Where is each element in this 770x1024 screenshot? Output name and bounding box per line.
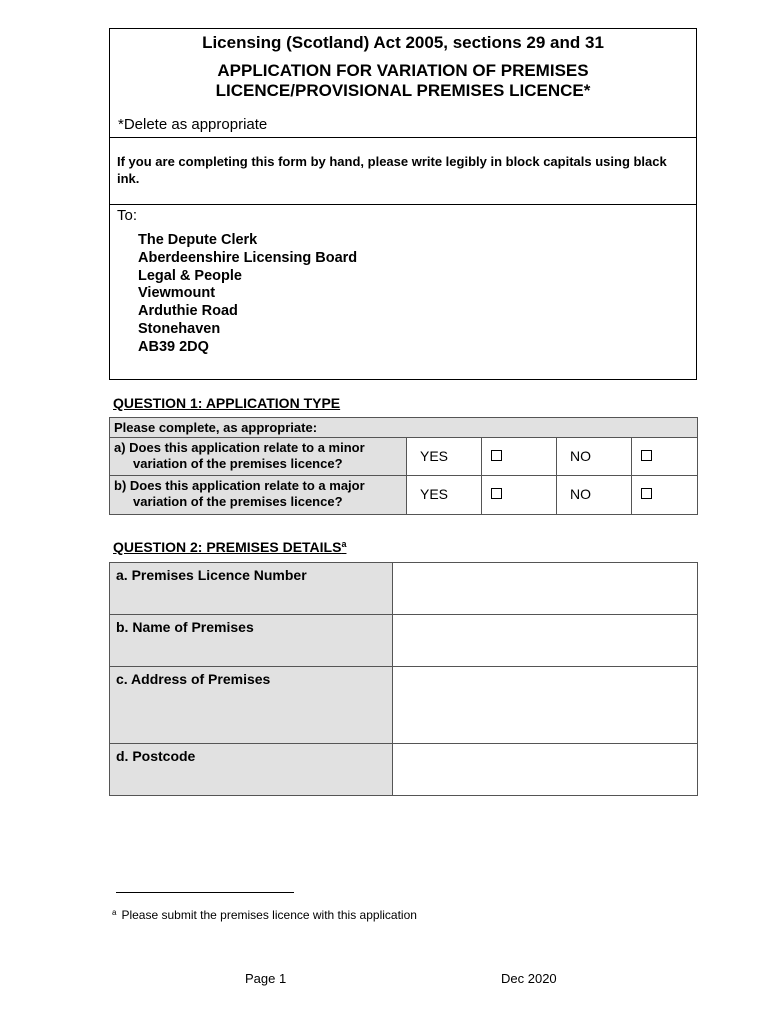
footnote-text: Please submit the premises licence with this application [121, 908, 417, 922]
name-of-premises-label: b. Name of Premises [110, 615, 393, 667]
no-label: NO [557, 476, 632, 515]
recipient-address [138, 232, 357, 357]
address-line: Stonehaven [138, 320, 221, 337]
divider [110, 204, 696, 205]
document-date: Dec 2020 [501, 971, 557, 986]
major-variation-yes-checkbox[interactable] [482, 476, 557, 515]
address-of-premises-field[interactable] [393, 667, 698, 744]
minor-variation-question [110, 438, 407, 476]
postcode-label: d. Postcode [110, 744, 393, 796]
address-of-premises-label: c. Address of Premises [110, 667, 393, 744]
application-type-table [109, 417, 698, 515]
footnote-marker: a [112, 908, 117, 917]
address-line: Legal & People [138, 267, 242, 284]
question-2-heading [113, 539, 346, 555]
no-label: NO [557, 438, 632, 476]
question-text: variation of the premises licence? [133, 494, 343, 509]
question-1-heading: QUESTION 1: APPLICATION TYPE [113, 395, 341, 411]
yes-label: YES [407, 476, 482, 515]
to-label: To: [117, 207, 138, 224]
address-line: AB39 2DQ [138, 338, 209, 355]
question-1-instruction: Please complete, as appropriate: [110, 418, 698, 438]
premises-licence-number-field[interactable] [393, 563, 698, 615]
address-line: The Depute Clerk [138, 232, 258, 248]
address-line: Arduthie Road [138, 303, 238, 320]
subtitle-line-2: LICENCE/PROVISIONAL PREMISES LICENCE* [215, 81, 591, 100]
name-of-premises-field[interactable] [393, 615, 698, 667]
page-number: Page 1 [245, 971, 287, 986]
question-text: variation of the premises licence? [133, 456, 343, 471]
address-line: Aberdeenshire Licensing Board [138, 249, 358, 266]
delete-note: *Delete as appropriate [118, 116, 268, 133]
major-variation-no-checkbox[interactable] [632, 476, 698, 515]
postcode-field[interactable] [393, 744, 698, 796]
footnote-marker: a [341, 539, 347, 549]
form-header-box [109, 28, 697, 380]
premises-details-table [109, 562, 698, 796]
major-variation-question [110, 476, 407, 515]
question-text: b) Does this application relate to a major [114, 478, 365, 493]
minor-variation-yes-checkbox[interactable] [482, 438, 557, 476]
divider [110, 137, 696, 138]
yes-label: YES [407, 438, 482, 476]
footnote [112, 908, 417, 922]
completion-instructions: If you are completing this form by hand, please write legibly in block capitals using black ink. [117, 154, 667, 186]
premises-licence-number-label: a. Premises Licence Number [110, 563, 393, 615]
question-2-heading-text: QUESTION 2: PREMISES DETAILS [113, 539, 342, 555]
question-text: a) Does this application relate to a minor [114, 440, 365, 455]
minor-variation-no-checkbox[interactable] [632, 438, 698, 476]
footnote-rule [116, 892, 294, 893]
address-line: Viewmount [138, 285, 216, 302]
form-subtitle [110, 61, 696, 101]
subtitle-line-1: APPLICATION FOR VARIATION OF PREMISES [217, 61, 589, 80]
form-title: Licensing (Scotland) Act 2005, sections 29 and 31 [202, 33, 604, 52]
